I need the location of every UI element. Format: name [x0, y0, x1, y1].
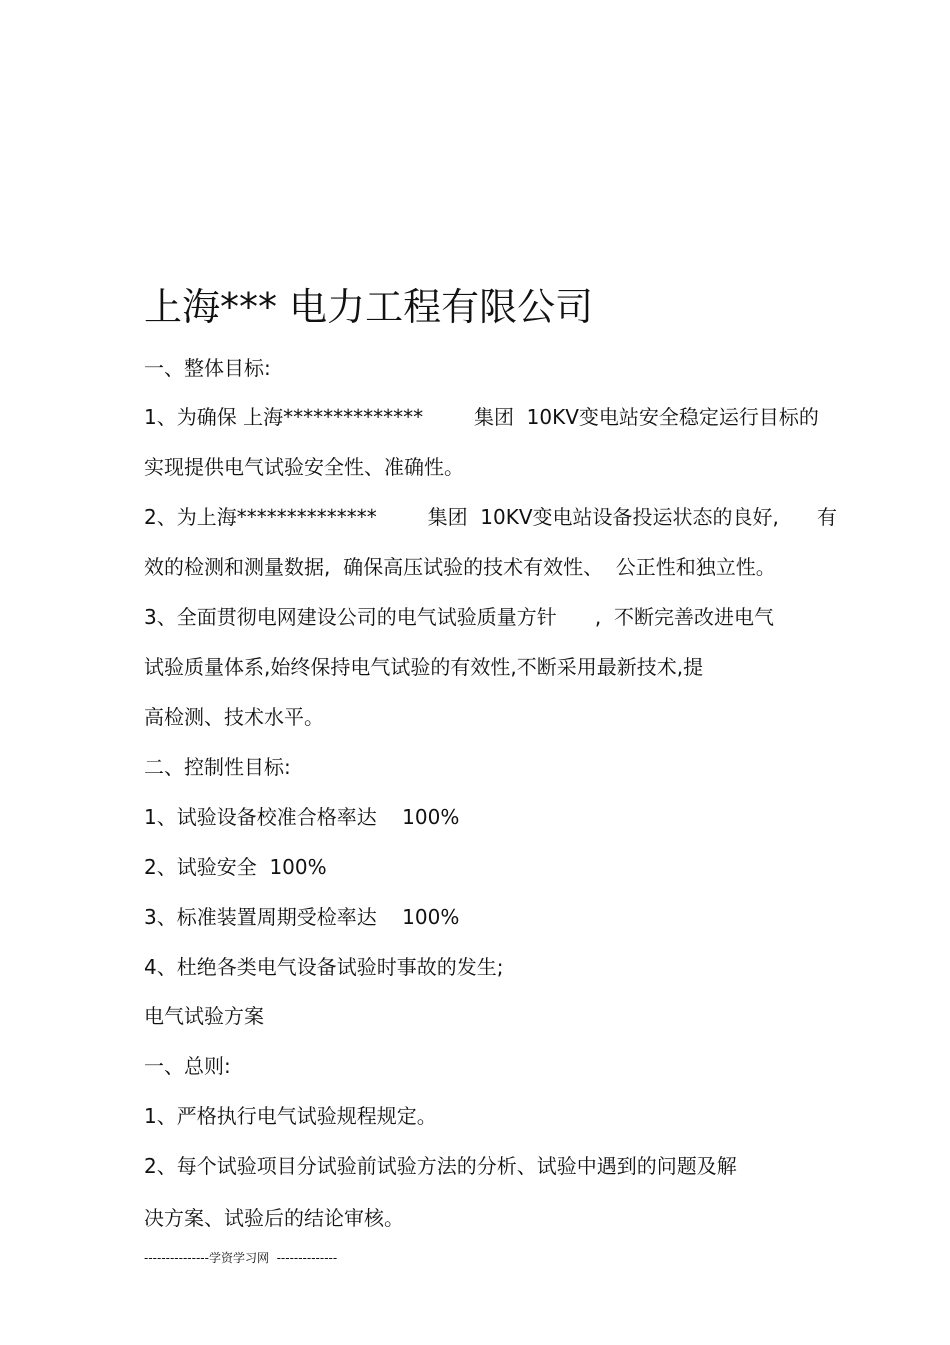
paragraph-line: 实现提供电气试验安全性、准确性。 [144, 455, 464, 479]
page-footer: ---------------学资学习网 -------------- [144, 1251, 338, 1265]
document-title: 上海*** 电力工程有限公司 [144, 285, 594, 329]
section-heading-control-goals: 二、控制性目标: [144, 755, 291, 779]
list-item: 3、标准装置周期受检率达 100% [144, 905, 460, 929]
paragraph-line: 效的检测和测量数据, 确保高压试验的技术有效性、 公正性和独立性。 [144, 555, 776, 579]
paragraph-line: 高检测、技术水平。 [144, 705, 324, 729]
paragraph-line: 试验质量体系,始终保持电气试验的有效性,不断采用最新技术,提 [144, 655, 704, 679]
section-title-test-plan: 电气试验方案 [144, 1004, 264, 1028]
paragraph-line: 3、全面贯彻电网建设公司的电气试验质量方针 , 不断完善改进电气 [144, 605, 774, 629]
paragraph-line: 决方案、试验后的结论审核。 [144, 1206, 404, 1230]
list-item: 4、杜绝各类电气设备试验时事故的发生; [144, 955, 504, 979]
paragraph-line: 2、为上海************** 集团 10KV变电站设备投运状态的良好, 有 [144, 505, 838, 529]
list-item: 1、严格执行电气试验规程规定。 [144, 1104, 437, 1128]
paragraph-line: 2、每个试验项目分试验前试验方法的分析、试验中遇到的问题及解 [144, 1154, 737, 1178]
paragraph-line: 1、为确保 上海************** 集团 10KV变电站安全稳定运行目标的 [144, 405, 819, 429]
section-heading-overall-goals: 一、整体目标: [144, 356, 271, 380]
list-item: 1、试验设备校准合格率达 100% [144, 805, 460, 829]
list-item: 2、试验安全 100% [144, 855, 327, 879]
section-heading-general: 一、总则: [144, 1054, 231, 1078]
